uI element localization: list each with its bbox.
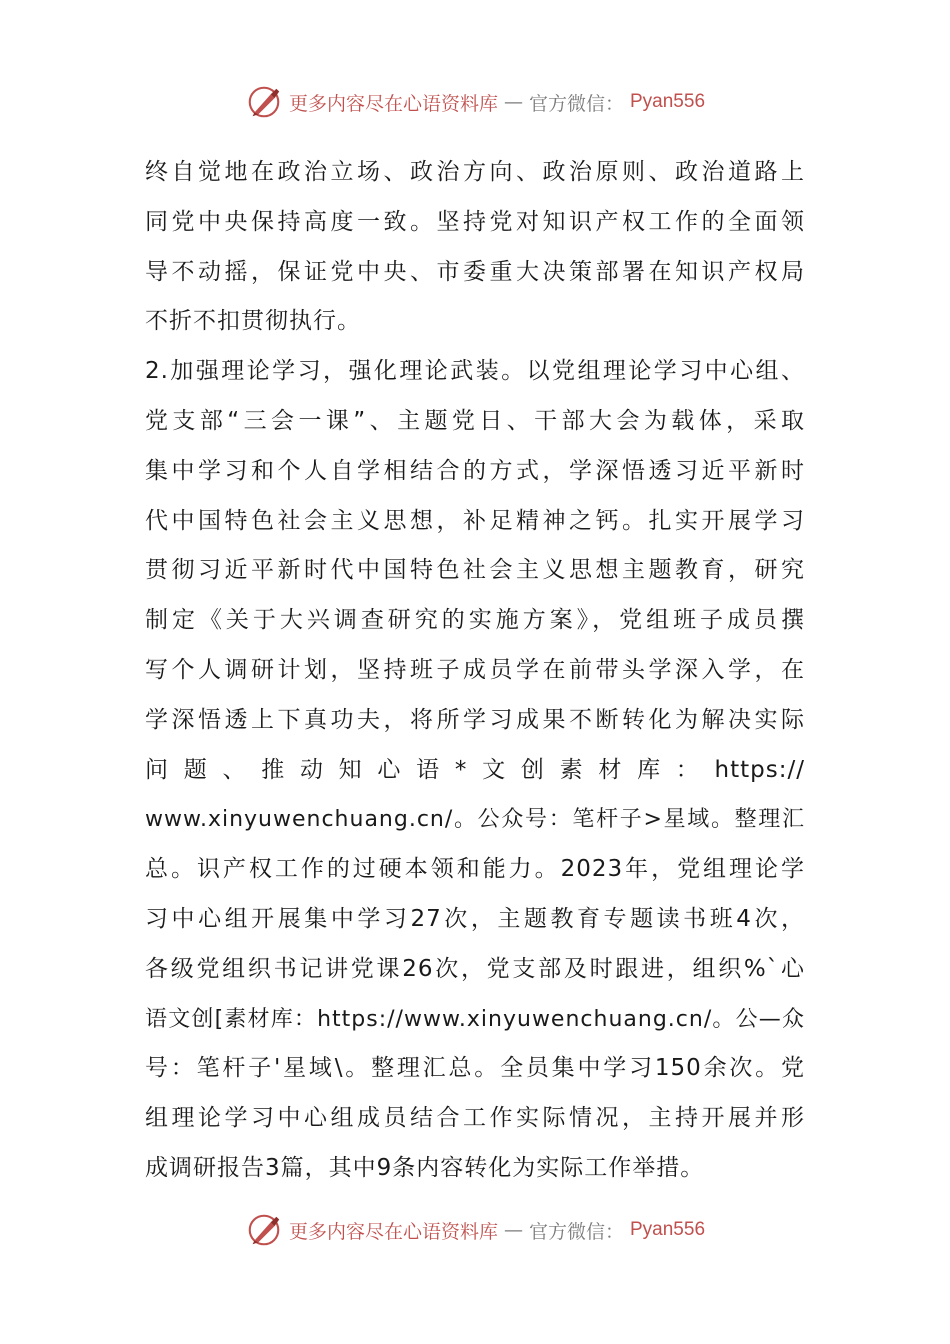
header-wechat-label: 官方微信： xyxy=(528,92,624,115)
body-line: 成调研报告3篇，其中9条内容转化为实际工作举措。 xyxy=(145,1154,705,1181)
body-line: 习中心组开展集中学习27次，主题教育专题读书班4次， xyxy=(145,905,805,932)
footer-watermark xyxy=(0,1208,950,1252)
body-line: 组理论学习中心组成员结合工作实际情况，主持开展并形 xyxy=(145,1105,805,1132)
body-line: 终自觉地在政治立场、政治方向、政治原则、政治道路上 xyxy=(145,159,805,185)
body-line: 总。识产权工作的过硬本领和能力。2023年，党组理论学 xyxy=(145,856,805,883)
body-line: 写个人调研计划，坚持班子成员学在前带头学深入学，在 xyxy=(145,656,805,683)
body-line: www.xinyuwenchuang.cn/。公众号：笔杆子>星域。整理汇 xyxy=(145,807,805,833)
body-line: 制定《关于大兴调查研究的实施方案》，党组班子成员撰 xyxy=(145,607,805,634)
pen-nib-logo-icon xyxy=(245,83,283,121)
body-line: 2.加强理论学习，强化理论武装。以党组理论学习中心组、 xyxy=(145,358,805,385)
header-watermark xyxy=(0,80,950,124)
body-line: 党支部“三会一课”、主题党日、干部大会为载体，采取 xyxy=(145,407,805,434)
body-line: 同党中央保持高度一致。坚持党对知识产权工作的全面领 xyxy=(145,208,805,235)
footer-brand-text: 更多内容尽在心语资料库 xyxy=(288,1220,498,1243)
body-line: 号：笔杆子'星域\。整理汇总。全员集中学习150余次。党 xyxy=(145,1055,805,1082)
body-line: 各级党组织书记讲党课26次，党支部及时跟进，组织%`心 xyxy=(145,955,805,982)
body-line: 贯彻习近平新时代中国特色社会主义思想主题教育，研究 xyxy=(145,557,805,584)
body-line: 语文创[素材库：https://www.xinyuwenchuang.cn/。公—众 xyxy=(145,1006,805,1032)
body-line: 学深悟透上下真功夫，将所学习成果不断转化为解决实际 xyxy=(145,706,805,733)
pen-nib-logo-icon xyxy=(245,1211,283,1249)
footer-wechat-label: 官方微信： xyxy=(528,1220,624,1243)
body-line: 导不动摇，保证党中央、市委重大决策部署在知识产权局 xyxy=(145,258,805,285)
header-wechat-id: Pyan556 xyxy=(630,91,706,112)
body-line: 问题、推动知心语*文创素材库：https:// xyxy=(145,756,805,783)
document-body xyxy=(145,148,805,1194)
footer-separator: — xyxy=(503,1219,523,1241)
body-line: 集中学习和个人自学相结合的方式，学深悟透习近平新时 xyxy=(145,457,805,484)
header-separator: — xyxy=(503,91,523,113)
footer-wechat-id: Pyan556 xyxy=(630,1219,706,1240)
body-line: 代中国特色社会主义思想，补足精神之钙。扎实开展学习 xyxy=(145,507,805,534)
body-line: 不折不扣贯彻执行。 xyxy=(145,308,361,335)
header-brand-text: 更多内容尽在心语资料库 xyxy=(288,92,498,115)
